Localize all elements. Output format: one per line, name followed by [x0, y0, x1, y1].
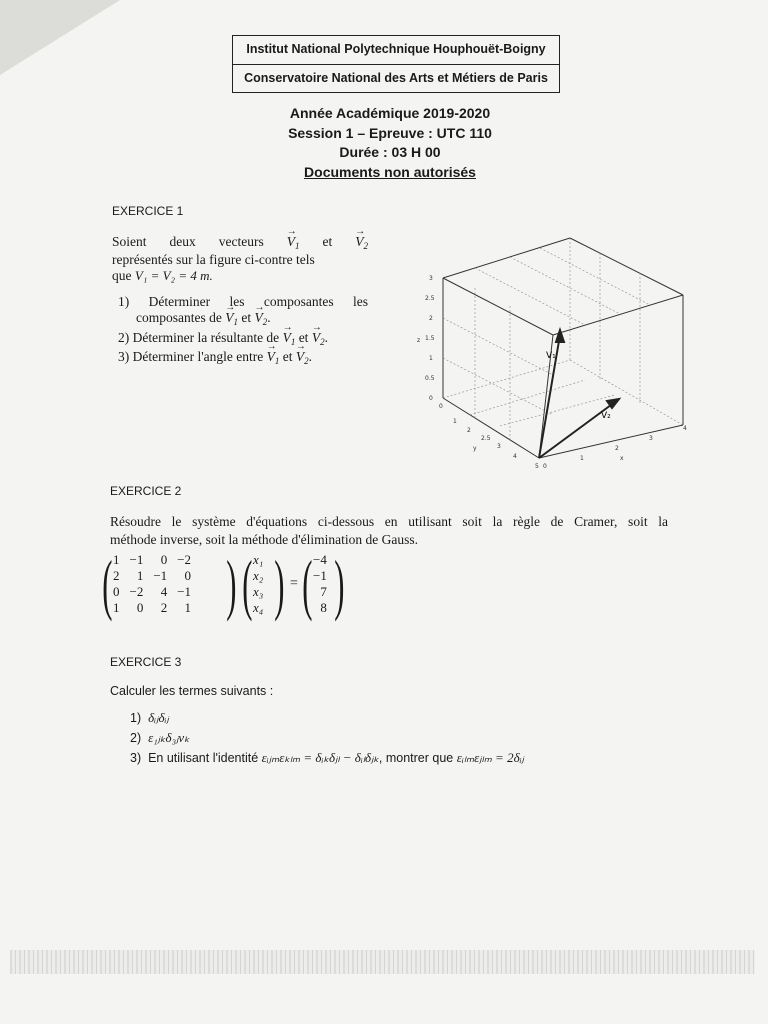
right-paren: ) [274, 546, 285, 622]
institution-header [232, 35, 560, 93]
folded-corner [0, 0, 120, 75]
right-paren: ) [334, 546, 345, 622]
institution-2: Conservatoire National des Arts et Métiers de Paris [244, 71, 548, 85]
v2-label: V₂ [601, 411, 611, 421]
duration: Durée : 03 H 00 [339, 144, 441, 160]
institution-1: Institut National Polytechnique Houphouët-Boigny [246, 42, 546, 56]
rhs-vector: −4 −1 7 8 [313, 552, 327, 615]
left-paren: ( [242, 546, 253, 622]
y-tick: 1 [453, 418, 457, 425]
y-tick: 2 [467, 427, 471, 434]
y-tick: 4 [513, 453, 517, 460]
exercise-3-item-2: 2) ε₁ⱼₖδ₃ⱼvₖ [130, 730, 190, 745]
vector-3d-figure [415, 230, 695, 470]
exercise-2-line2: méthode inverse, soit la méthode d'élimination de Gauss. [110, 532, 418, 547]
z-tick: 3 [429, 275, 433, 282]
academic-year: Année Académique 2019-2020 [289, 105, 491, 121]
exam-info [190, 104, 590, 182]
v1-label: V₁ [546, 351, 556, 361]
exercise-1-intro-line3: que V₁ = V₂ = 4 m. [112, 268, 213, 283]
unknowns-vector: x₁ x₂ x₃ x₄ [253, 552, 264, 615]
z-tick: 0.5 [425, 375, 435, 382]
y-axis-label: y [473, 445, 477, 452]
vector-v1: → $V_1$ [287, 232, 300, 256]
exercise-1-title: EXERCICE 1 [112, 204, 184, 218]
left-paren: ( [302, 546, 313, 622]
y-tick: 2.5 [481, 435, 491, 442]
right-paren: ) [226, 546, 237, 622]
left-paren: ( [102, 546, 113, 622]
question-2: 2) Déterminer la résultante de → $V_1$ et → $V_2$. [118, 328, 328, 352]
exercise-3-intro: Calculer les termes suivants : [110, 684, 274, 698]
question-3: 3) Déterminer l'angle entre → $V_1$ et → $V_2$. [118, 347, 312, 371]
z-tick: 1 [429, 355, 433, 362]
x-tick: 1 [580, 455, 584, 462]
y-tick: 0 [439, 403, 443, 410]
intro-text: Soient deux vecteurs [112, 234, 264, 249]
coefficient-matrix: 1 −1 0 −2 2 1 −1 0 0 −2 4 −1 1 0 2 1 [113, 552, 192, 615]
documents-note: Documents non autorisés [304, 163, 476, 180]
question-1-line2: composantes de → $V_1$ et → $V_2$. [136, 308, 271, 332]
and-text: et [322, 234, 333, 249]
y-tick: 5 [535, 463, 539, 470]
y-tick: 3 [497, 443, 501, 450]
x-tick: 0 [543, 463, 547, 470]
z-axis-label: z [417, 337, 421, 344]
exercise-1-intro-line2: représentés sur la figure ci-contre tels [112, 252, 315, 267]
equals-sign: = [290, 576, 298, 591]
scan-artifact [10, 950, 755, 974]
x-tick: 4 [683, 425, 687, 432]
z-tick: 2.5 [425, 295, 435, 302]
exercise-3-title: EXERCICE 3 [110, 655, 182, 669]
exercise-2-line1: Résoudre le système d'équations ci-dessous en utilisant soit la règle de Cramer, soit la [110, 514, 668, 529]
session: Session 1 – Epreuve : UTC 110 [288, 124, 492, 141]
x-axis-label: x [620, 455, 624, 462]
magnitude-equation: V₁ = V₂ = 4 m. [134, 268, 213, 283]
z-tick: 1.5 [425, 335, 435, 342]
question-1-line1: 1) Déterminer les composantes les [118, 294, 368, 309]
z-tick: 2 [429, 315, 433, 322]
x-tick: 2 [615, 445, 619, 452]
header-divider [233, 64, 559, 65]
z-tick: 0 [429, 395, 433, 402]
x-tick: 3 [649, 435, 653, 442]
exercise-2-title: EXERCICE 2 [110, 484, 182, 498]
exercise-3-item-1: 1) δᵢⱼδᵢⱼ [130, 710, 169, 725]
exercise-3-item-3: 3) En utilisant l'identité εᵢⱼₘεₖₗₘ = δᵢₖδⱼₗ − δᵢₗδⱼₖ, montrer que εᵢₗₘεⱼₗₘ = 2δᵢⱼ [130, 750, 524, 765]
vector-v2: → $V_2$ [355, 232, 368, 256]
